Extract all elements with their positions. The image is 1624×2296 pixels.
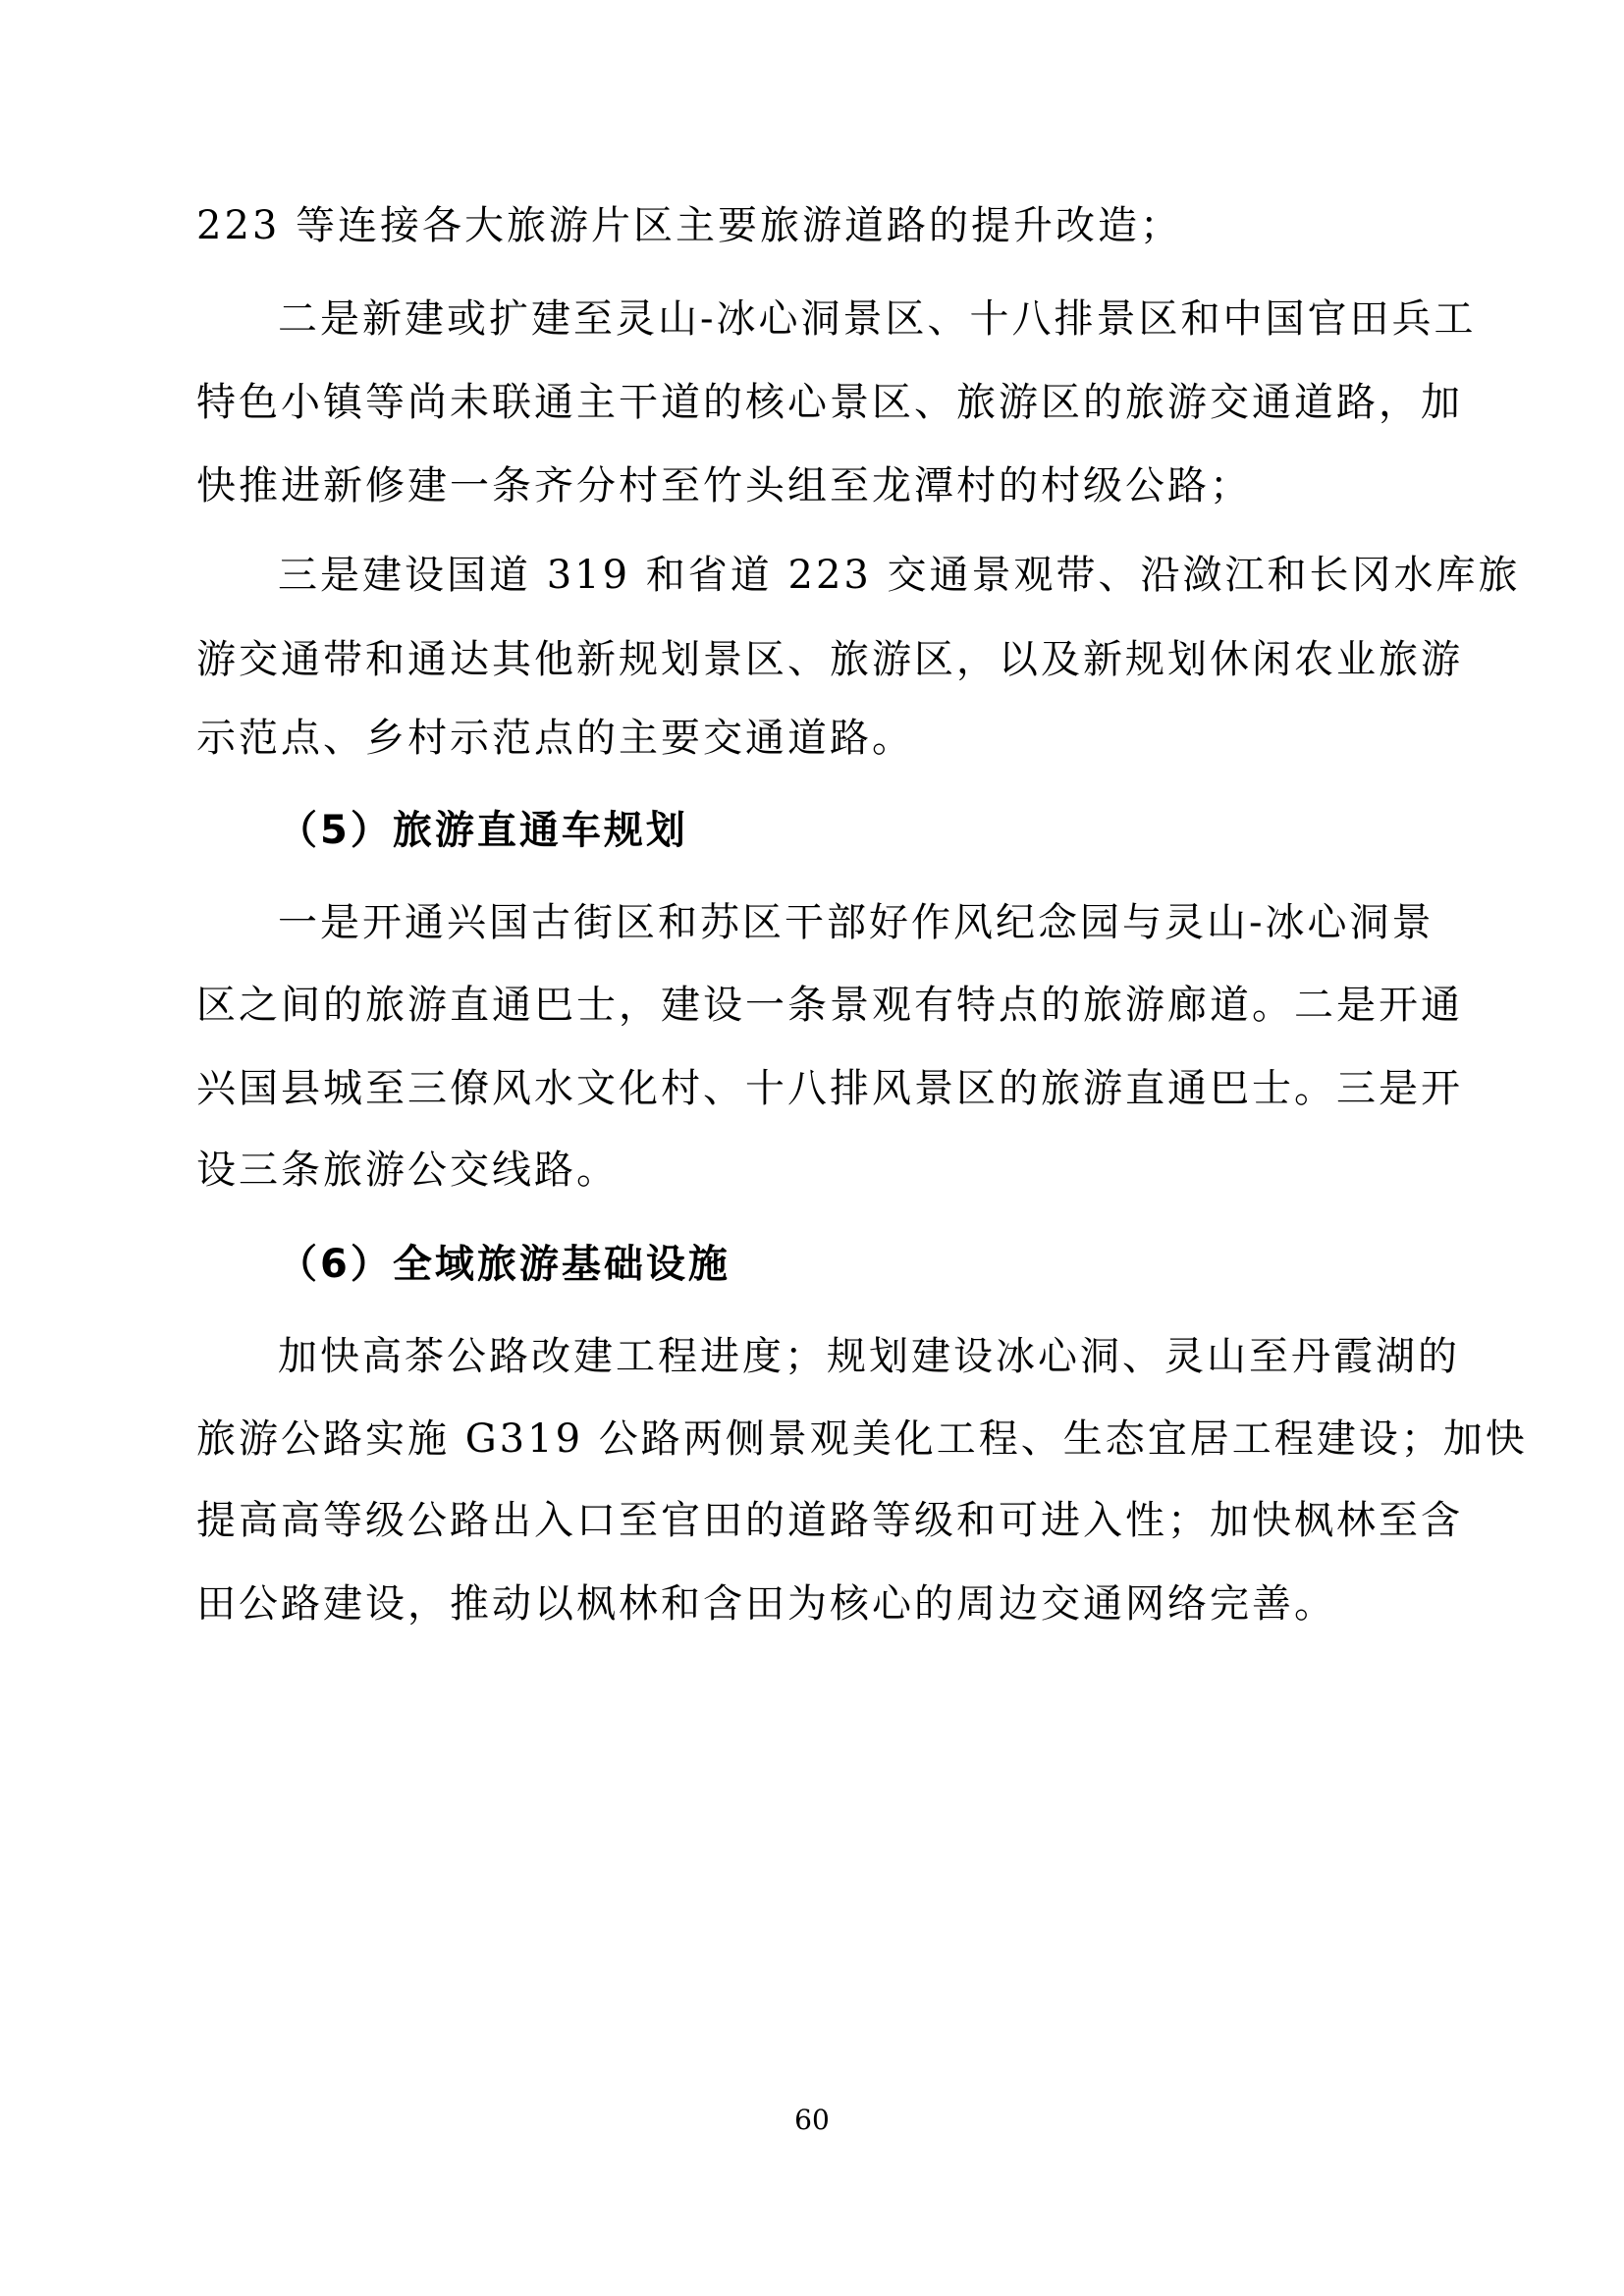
paragraph-line: 二是新建或扩建至灵山-冰心洞景区、十八排景区和中国官田兵工 [278,296,1477,342]
paragraph-line: 特色小镇等尚未联通主干道的核心景区、旅游区的旅游交通道路，加 [196,380,1463,425]
page-number: 60 [794,2104,830,2136]
paragraph-line: 三是建设国道 319 和省道 223 交通景观带、沿潋江和长冈水库旅 [278,553,1521,598]
paragraph-line: 设三条旅游公交线路。 [196,1148,619,1193]
paragraph-line: 223 等连接各大旅游片区主要旅游道路的提升改造； [196,203,1183,248]
paragraph-line: 旅游公路实施 G319 公路两侧景观美化工程、生态宜居工程建设；加快 [196,1416,1528,1462]
section-heading-6: （6）全域旅游基础设施 [278,1242,731,1287]
paragraph-line: 区之间的旅游直通巴士，建设一条景观有特点的旅游廊道。二是开通 [196,983,1463,1028]
paragraph-line: 加快高茶公路改建工程进度；规划建设冰心洞、灵山至丹霞湖的 [278,1334,1460,1379]
paragraph-line: 提高高等级公路出入口至官田的道路等级和可进入性；加快枫林至含 [196,1498,1463,1543]
paragraph-line: 一是开通兴国古街区和苏区干部好作风纪念园与灵山-冰心洞景 [278,900,1435,945]
paragraph-line: 田公路建设，推动以枫林和含田为核心的周边交通网络完善。 [196,1581,1336,1627]
paragraph-line: 兴国县城至三僚风水文化村、十八排风景区的旅游直通巴士。三是开 [196,1066,1463,1111]
paragraph-line: 游交通带和通达其他新规划景区、旅游区，以及新规划休闲农业旅游 [196,637,1463,682]
paragraph-line: 快推进新修建一条齐分村至竹头组至龙潭村的村级公路； [196,463,1252,508]
section-heading-5: （5）旅游直通车规划 [278,808,688,853]
paragraph-line: 示范点、乡村示范点的主要交通道路。 [196,716,914,761]
